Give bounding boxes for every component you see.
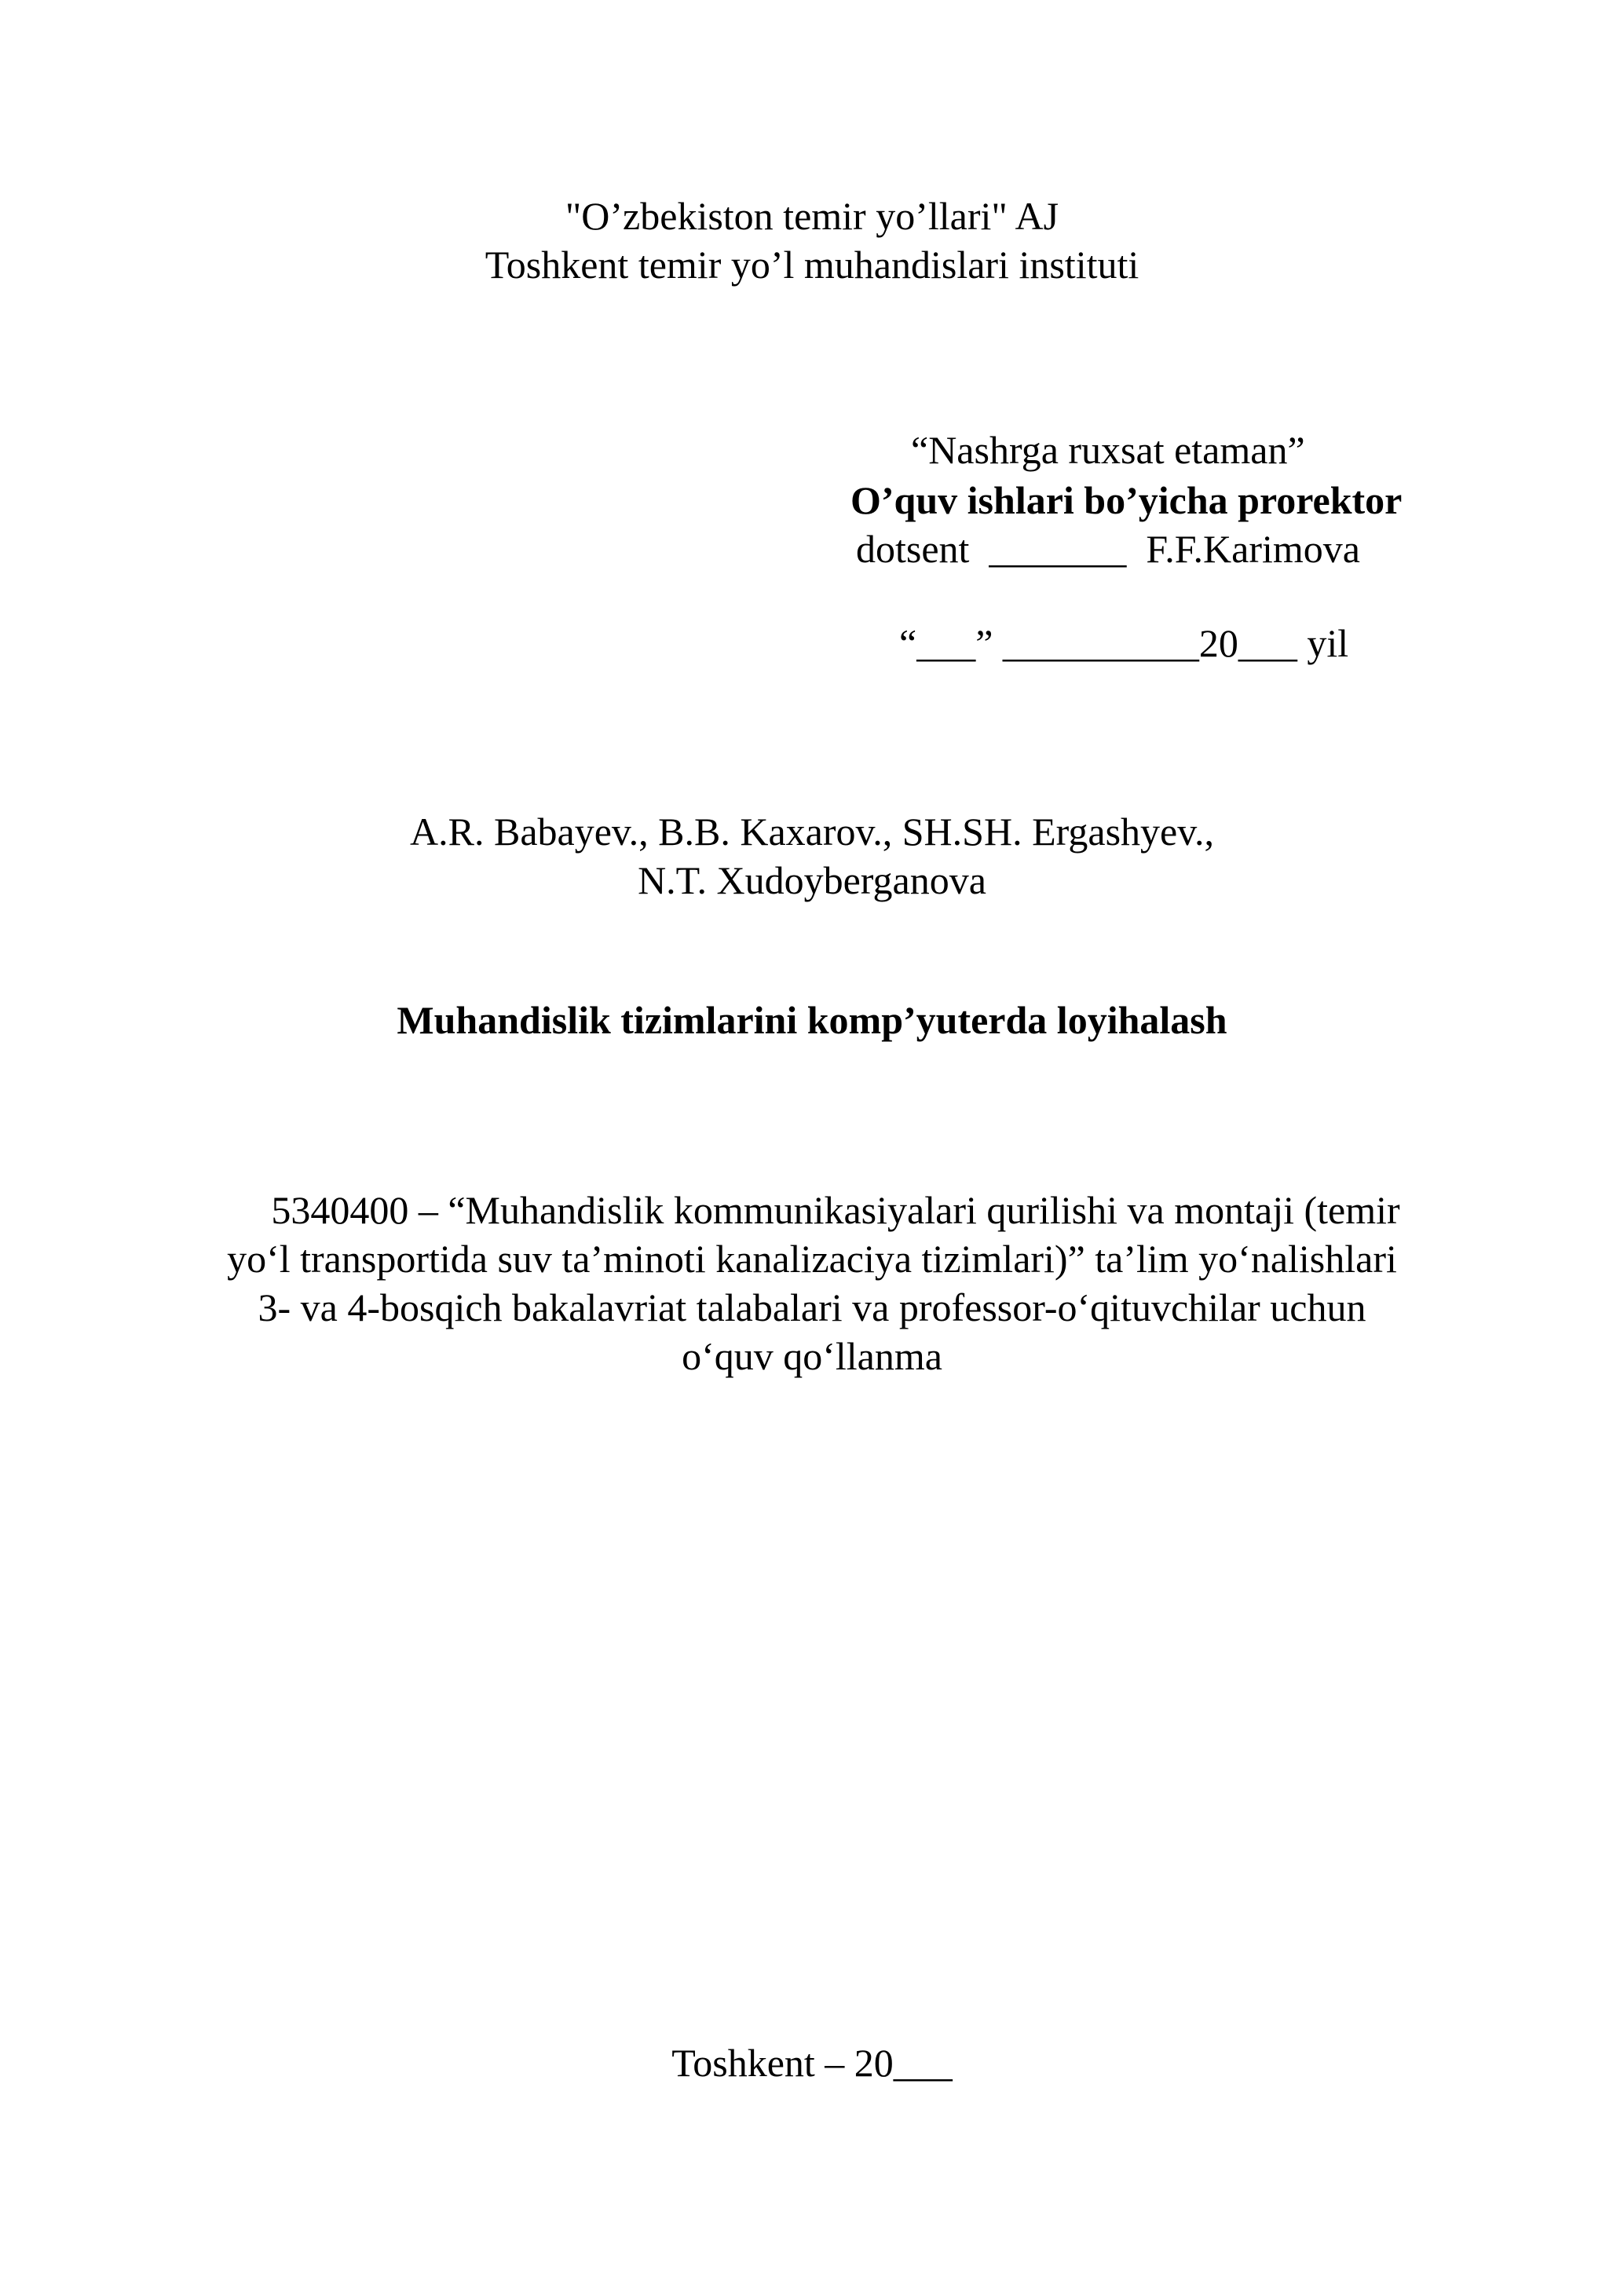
description-line-3: 3- va 4-bosqich bakalavriat talabalari va professor-o‘qituvchilar uchun: [258, 1285, 1366, 1329]
approval-position: O’quv ishlari bo’yicha prorektor: [850, 478, 1403, 522]
document-title: Muhandislik tizimlarini komp’yuterda loyihalash: [397, 998, 1227, 1042]
description-line-2: yo‘l transportida suv ta’minoti kanalizaciya tizimlari)” ta’lim yo‘nalishlari: [227, 1237, 1397, 1281]
institute-name: Toshkent temir yo’l muhandislari instituti: [485, 243, 1139, 287]
authors-line-2: N.T. Xudoyberganova: [638, 858, 986, 902]
authors-line-1: A.R. Babayev., B.B. Kaxarov., SH.SH. Ergashyev.,: [410, 810, 1214, 854]
footer-city-year: Toshkent – 20___: [671, 2041, 953, 2085]
description-line-1: 5340400 – “Muhandislik kommunikasiyalari qurilishi va montaji (temir: [271, 1188, 1400, 1232]
organization-name: "O’zbekiston temir yo’llari" AJ: [565, 194, 1059, 238]
description-line-4: o‘quv qo‘llanma: [682, 1334, 942, 1378]
approval-permission: “Nashrga ruxsat etaman”: [911, 428, 1305, 472]
approval-date: “___” __________20___ yil: [899, 621, 1349, 665]
approval-signatory: dotsent _______ F.F.Karimova: [856, 527, 1360, 571]
